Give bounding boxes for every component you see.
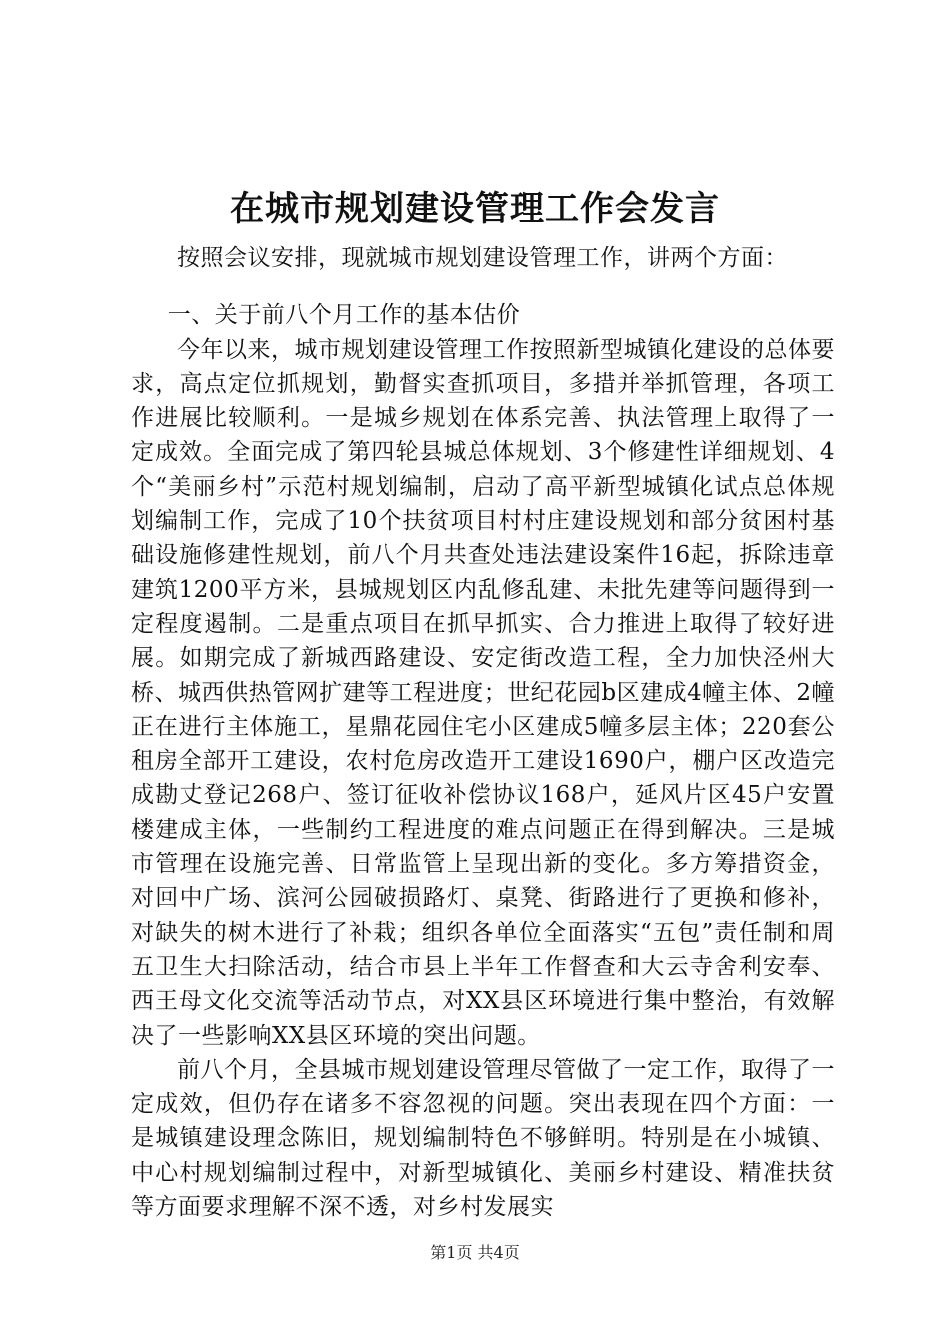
body-paragraph: 今年以来，城市规划建设管理工作按照新型城镇化建设的总体要求，高点定位抓规划，勤督实查抓项目，多措并举抓管理，各项工作进展比较顺利。一是城乡规划在体系完善、执法管理上取得了一定成效。全面完成了第四轮县城总体规划、3个修建性详细规划、4个“美丽乡村”示范村规划编制，启动了高平新型城镇化试点总体规划编制工作，完成了10个扶贫项目村村庄建设规划和部分贫困村基础设施修建性规划，前八个月共查处违法建设案件16起，拆除违章建筑1200平方米，县城规划区内乱修乱建、未批先建等问题得到一定程度遏制。二是重点项目在抓早抓实、合力推进上取得了较好进展。如期完成了新城西路建设、安定街改造工程，全力加快泾州大桥、城西供热管网扩建等工程进度；世纪花园b区建成4幢主体、2幢正在进行主体施工，星鼎花园住宅小区建成5幢多层主体；220套公租房全部开工建设，农村危房改造开工建设1690户，棚户区改造完成勘丈登记268户、签订征收补偿协议168户，延风片区45户安置楼建成主体，一些制约工程进度的难点问题正在得到解决。三是城市管理在设施完善、日常监管上呈现出新的变化。多方筹措资金，对回中广场、滨河公园破损路灯、桌凳、街路进行了更换和修补，对缺失的树木进行了补栽；组织各单位全面落实“五包”责任制和周五卫生大扫除活动，结合市县上半年工作督查和大云寺舍利安奉、西王母文化交流等活动节点，对XX县区环境进行集中整治，有效解决了一些影响XX县区环境的突出问题。 [131,336,835,1049]
document-body [131,241,835,1224]
body-paragraph: 前八个月，全县城市规划建设管理尽管做了一定工作，取得了一定成效，但仍存在诸多不容忽视的问题。突出表现在四个方面：一是城镇建设理念陈旧，规划编制特色不够鲜明。特别是在小城镇、中心村规划编制过程中，对新型城镇化、美丽乡村建设、精准扶贫等方面要求理解不深不透，对乡村发展实 [131,1056,835,1221]
page-number-footer: 第1页 共4页 [430,1243,520,1262]
document-title: 在城市规划建设管理工作会发言 [230,189,720,229]
section-heading: 一、关于前八个月工作的基本估价 [167,302,521,329]
intro-paragraph: 按照会议安排，现就城市规划建设管理工作，讲两个方面： [177,245,788,271]
